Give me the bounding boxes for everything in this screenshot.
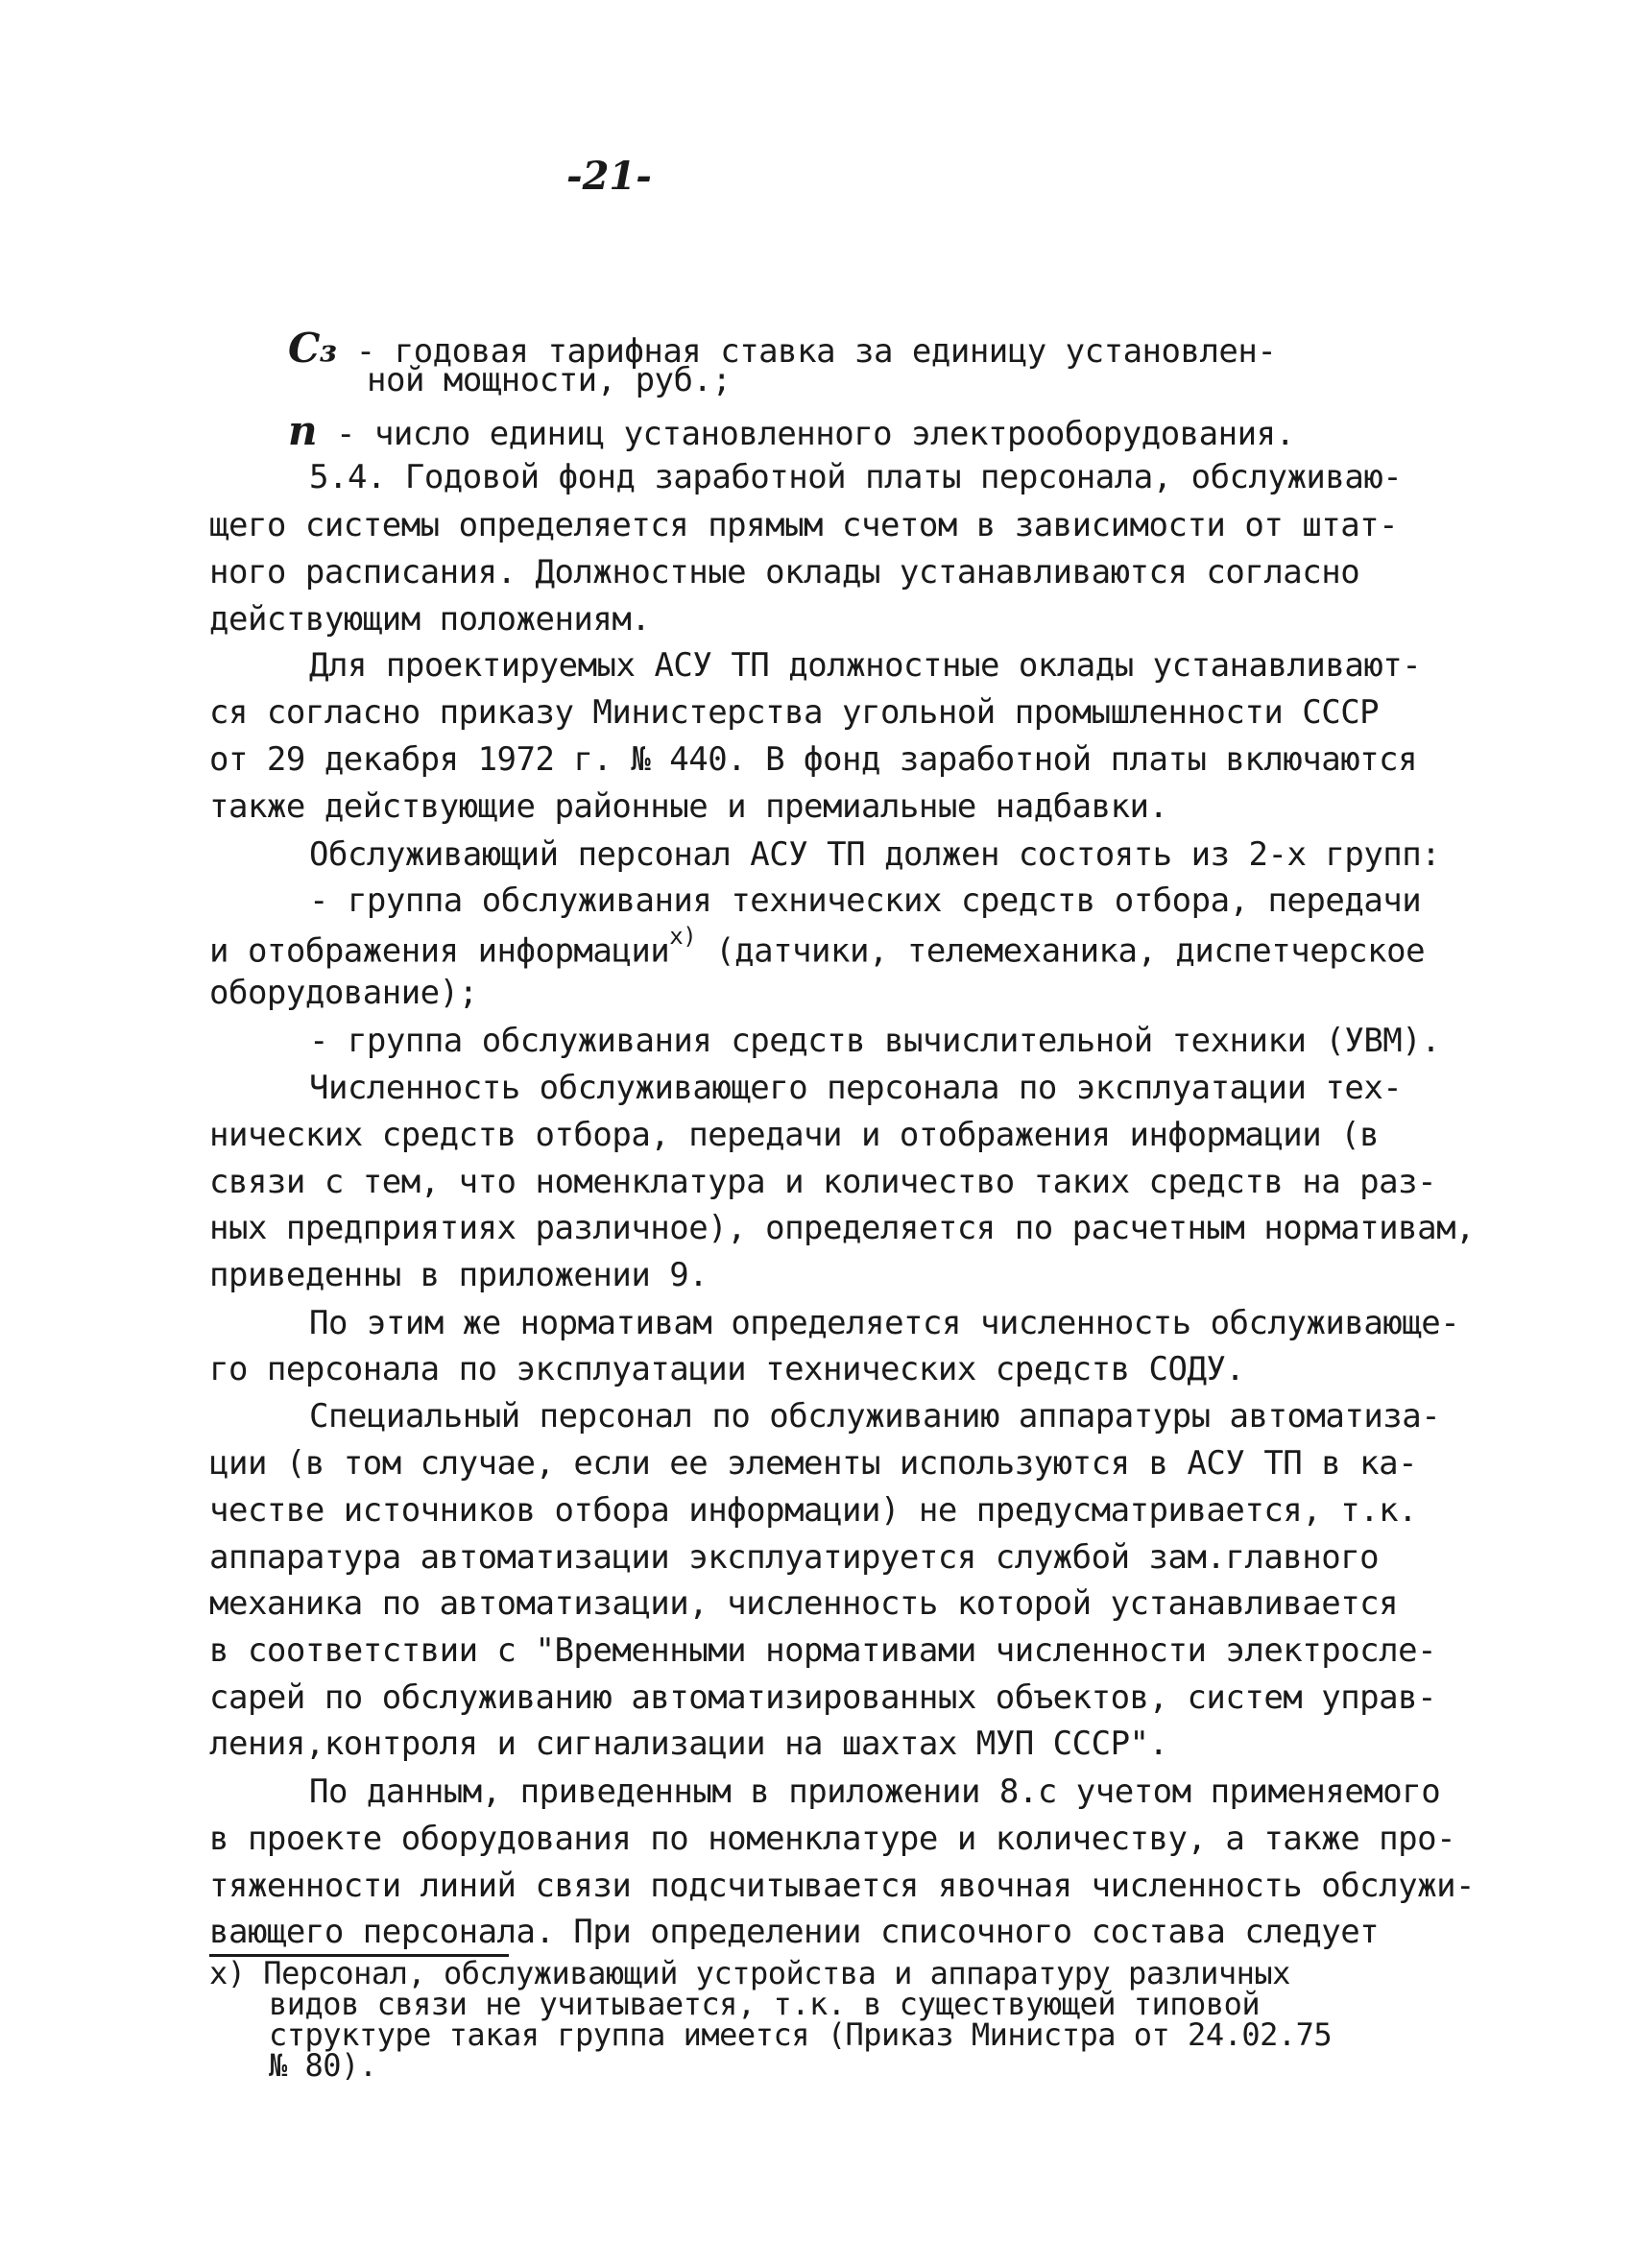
footnote-line: структуре такая группа имеется (Приказ Министра от 24.02.75 [269,2016,1333,2053]
symbol-c3: C₃ [288,325,337,372]
body-line: ного расписания. Должностные оклады устанавливаются согласно [209,553,1360,591]
body-line: оборудование); [209,974,478,1012]
definition-n-text: - число единиц установленного электрооборудования. [317,415,1295,453]
body-line: - группа обслуживания технических средств отбора, передачи [309,881,1422,920]
body-line: приведенны в приложении 9. [209,1256,709,1294]
body-line: аппаратура автоматизации эксплуатируется службой зам.главного [209,1538,1380,1577]
body-line: По этим же нормативам определяется численность обслуживающе- [309,1304,1460,1342]
body-line: нических средств отбора, передачи и отображения информации (в [209,1116,1380,1154]
body-line: Специальный персонал по обслуживанию аппаратуры автоматиза- [309,1397,1441,1436]
body-line: сарей по обслуживанию автоматизированных объектов, систем управ- [209,1678,1437,1717]
body-line: в соответствии с "Временными нормативами численности электросле- [209,1631,1437,1670]
body-line: го персонала по эксплуатации технических средств СОДУ. [209,1350,1245,1388]
body-line: вающего персонала. При определении списочного состава следует [209,1913,1380,1951]
footnote-line: x) Персонал, обслуживающий устройства и аппаратуру различных [209,1955,1290,1991]
body-line: - группа обслуживания средств вычислительной техники (УВМ). [309,1022,1441,1060]
body-line: от 29 декабря 1972 г. № 440. В фонд заработной платы включаются [209,740,1418,779]
body-line: Для проектируемых АСУ ТП должностные оклады устанавливают- [309,646,1422,685]
body-line: в проекте оборудования по номенклатуре и количеству, а также про- [209,1820,1456,1858]
body-line: ных предприятиях различное), определяется по расчетным нормативам, [209,1209,1476,1247]
body-line: По данным, приведенным в приложении 8.с учетом применяемого [309,1773,1441,1811]
body-text: (датчики, телемеханика, диспетчерское [696,931,1426,971]
body-line: Численность обслуживающего персонала по эксплуатации тех- [309,1069,1403,1107]
body-line: честве источников отбора информации) не предусматривается, т.к. [209,1491,1418,1530]
symbol-n: n [288,407,318,454]
body-line: тяженности линий связи подсчитывается явочная численность обслужи- [209,1867,1476,1905]
footnote-line: № 80). [269,2047,377,2084]
body-line: действующим положениям. [209,600,651,639]
definition-n [288,407,1295,454]
body-line: Обслуживающий персонал АСУ ТП должен состоять из 2-х групп: [309,835,1441,874]
footnote-line: видов связи не учитывается, т.к. в существующей типовой [269,1986,1261,2022]
body-line: щего системы определяется прямым счетом в зависимости от штат- [209,506,1399,544]
body-line: ся согласно приказу Министерства угольной промышленности СССР [209,693,1380,732]
body-line: связи с тем, что номенклатура и количество таких средств на раз- [209,1163,1437,1201]
body-text: и отображения информации [209,931,670,971]
body-line: 5.4. Годовой фонд заработной платы персонала, обслуживаю- [309,458,1403,496]
body-line: ления,контроля и сигнализации на шахтах МУП СССР". [209,1725,1168,1763]
footnote-mark: x) [669,923,697,950]
body-line-with-footnote [209,923,1426,971]
body-line: также действующие районные и премиальные надбавки. [209,787,1168,826]
definition-c3-text: - годовая тарифная ставка за единицу установлен- [336,332,1277,371]
body-line: механика по автоматизации, численность которой устанавливается [209,1584,1399,1623]
definition-c3-continuation: ной мощности, руб.; [367,361,732,399]
page-number: -21- [566,154,652,199]
body-line: ции (в том случае, если ее элементы используются в АСУ ТП в ка- [209,1444,1418,1483]
